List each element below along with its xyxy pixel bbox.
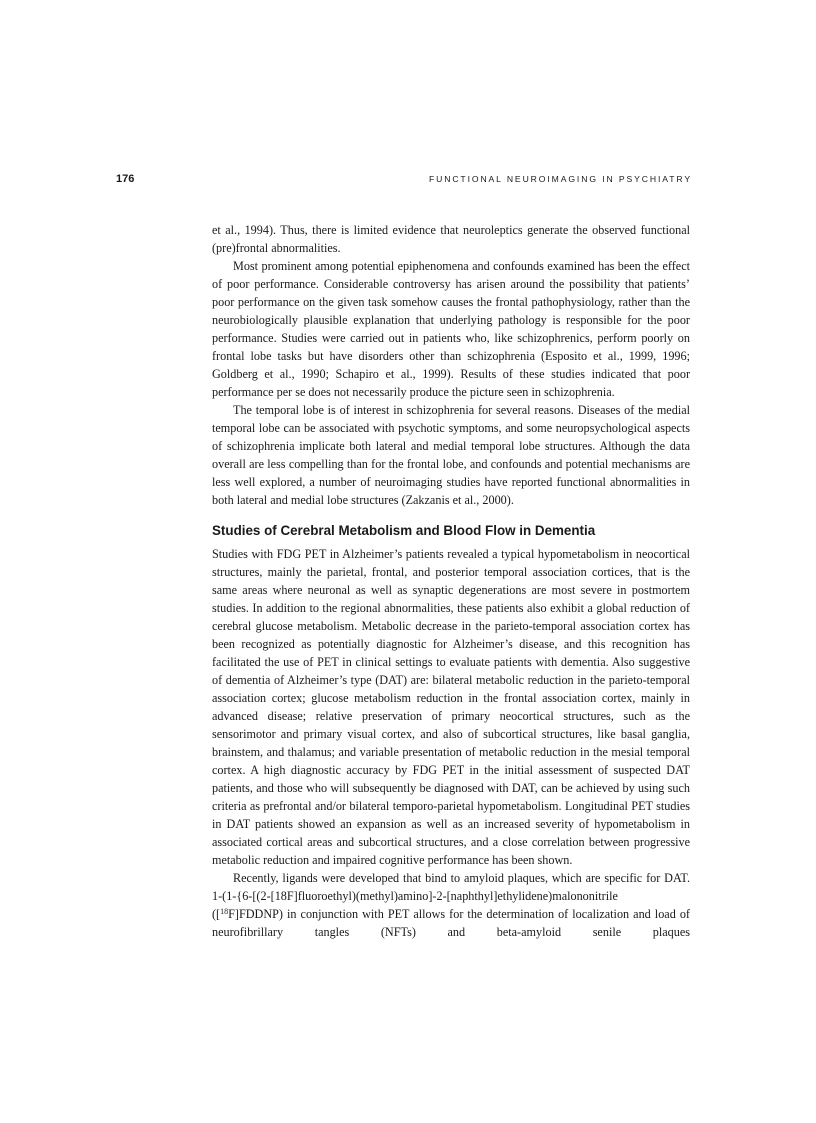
body-text — [212, 221, 690, 941]
paragraph: Studies with FDG PET in Alzheimer’s patients revealed a typical hypometabolism in neocortical structures, mainly the parietal, frontal, and posterior temporal association cortices, that is the same areas where neuronal as well as synaptic degenerations are most severe in postmortem studies. In addition to the regional abnormalities, these patients also exhibit a global reduction of cerebral glucose metabolism. Metabolic decrease in the parieto-temporal association cortex has been recognized as potentially diagnostic for Alzheimer’s disease, and this recognition has facilitated the use of PET in clinical settings to evaluate patients with dementia. Also suggestive of dementia of Alzheimer’s type (DAT) are: bilateral metabolic reduction in the parieto-temporal association cortex; glucose metabolism reduction in the frontal association cortex, mainly in advanced disease; relative preservation of primary neocortical structures, such as the sensorimotor and primary visual cortex, and also of subcortical structures, like basal ganglia, brainstem, and thalamus; and variable presentation of metabolic reduction in the mesial temporal cortex. A high diagnostic accuracy by FDG PET in the initial assessment of suspected DAT patients, and those who will subsequently be diagnosed with DAT, can be achieved by using such criteria as prefrontal and/or bilateral temporo-parietal hypometabolism. Longitudinal PET studies in DAT patients showed an expansion as well as an increased severity of hypometabolism in associated cortical areas and subcortical structures, and a close correlation between progressive metabolic reduction and impaired cognitive performance has been shown. — [212, 547, 690, 867]
paragraph: The temporal lobe is of interest in schizophrenia for several reasons. Diseases of the medial temporal lobe can be associated with psychotic symptoms, and some neuropsychological aspects of schizophrenia implicate both lateral and medial temporal lobe structures. Although the data overall are less compelling than for the frontal lobe, and confounds and potential mechanisms are less well explored, a number of neuroimaging studies have reported functional abnormalities in both lateral and medial lobe structures (Zakzanis et al., 2000). — [212, 403, 690, 507]
paragraph: et al., 1994). Thus, there is limited evidence that neuroleptics generate the observed functional (pre)frontal abnormalities. — [212, 223, 690, 255]
paragraph-text: F]FDDNP) in conjunction with PET allows for the determination of localization and load of neurofibrillary tangles (NFTs) and beta-amyloid senile plaques — [212, 907, 690, 939]
running-title: FUNCTIONAL NEUROIMAGING IN PSYCHIATRY — [428, 174, 692, 184]
isotope-superscript: 18 — [220, 907, 229, 916]
paragraph: Most prominent among potential epiphenomena and confounds examined has been the effect of poor performance. Considerable controversy has arisen around the possibility that patients’ poor performance on the given task somehow causes the frontal pathophysiology, rather than the neurobiologically plausible explanation that underlying pathology is responsible for the poor performance. Studies were carried out in patients who, like schizophrenics, perform poorly on frontal lobe tasks but have disorders other than schizophrenia (Esposito et al., 1999, 1996; Goldberg et al., 1990; Schapiro et al., 1999). Results of these studies indicated that poor performance per se does not necessarily produce the picture seen in schizophrenia. — [212, 259, 690, 399]
running-header — [116, 173, 692, 189]
paragraph-text: Recently, ligands were developed that bind to amyloid plaques, which are specific for DAT. 1-(1-{6-[(2-[18F]fluoroethyl)(methyl)amino]-2-[naphthyl]ethylidene)malononitrile ([ — [212, 871, 690, 921]
paragraph — [212, 869, 690, 941]
section-heading: Studies of Cerebral Metabolism and Blood Flow in Dementia — [212, 523, 596, 538]
page-number: 176 — [116, 173, 135, 185]
